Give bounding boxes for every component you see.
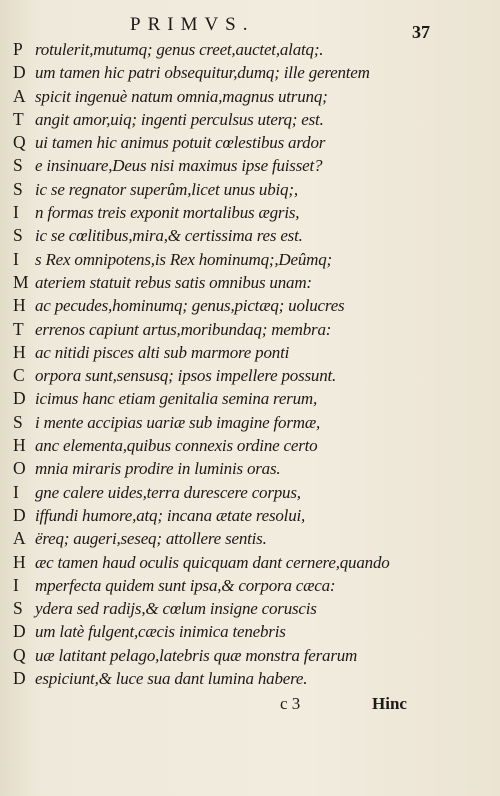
verse-initial: S bbox=[13, 411, 23, 432]
verse-initial: S bbox=[13, 178, 23, 199]
verse-text: ic se regnator superûm,licet unus ubiq;, bbox=[35, 179, 298, 199]
verse-initial: T bbox=[13, 108, 24, 129]
verse-initial: D bbox=[13, 504, 26, 525]
verse-initial: D bbox=[13, 668, 26, 689]
verse-text: n formas treis exponit mortalibus ægris, bbox=[35, 203, 300, 223]
verse-text: ic se cœlitibus,mira,& certissima res est. bbox=[35, 226, 303, 246]
verse-initial: D bbox=[13, 62, 26, 83]
verse-text: um latè fulgent,cæcis inimica tenebris bbox=[35, 622, 286, 642]
verse-text: icimus hanc etiam genitalia semina rerum, bbox=[35, 389, 318, 409]
signature-mark: c 3 bbox=[280, 694, 301, 713]
verse-text: angit amor,uiq; ingenti perculsus uterq; est. bbox=[35, 109, 324, 129]
verse-line bbox=[13, 85, 493, 108]
verse-line bbox=[13, 644, 493, 667]
running-head-title: PRIMVS. bbox=[130, 14, 255, 35]
verse-line bbox=[13, 224, 493, 247]
verse-initial: C bbox=[13, 365, 25, 386]
verse-line bbox=[13, 457, 493, 480]
verse-line bbox=[13, 201, 493, 224]
verse-text: gne calere uides,terra durescere corpus, bbox=[35, 482, 301, 502]
verse-initial: D bbox=[13, 621, 26, 642]
verse-line bbox=[13, 178, 493, 201]
verse-line bbox=[13, 481, 493, 504]
verse-line bbox=[13, 294, 493, 317]
verse-block bbox=[13, 38, 493, 690]
verse-initial: A bbox=[13, 528, 26, 549]
verse-line bbox=[13, 574, 493, 597]
verse-line bbox=[13, 387, 493, 410]
verse-initial: I bbox=[13, 202, 19, 223]
verse-text: ac nitidi pisces alti sub marmore ponti bbox=[35, 342, 290, 362]
verse-line bbox=[13, 318, 493, 341]
verse-initial: H bbox=[13, 435, 26, 456]
verse-initial: I bbox=[13, 481, 19, 502]
verse-line bbox=[13, 504, 493, 527]
verse-line bbox=[13, 411, 493, 434]
verse-text: um tamen hic patri obsequitur,dumq; ille gerentem bbox=[35, 63, 370, 83]
verse-text: ëreq; augeri,seseq; attollere sentis. bbox=[35, 529, 267, 549]
verse-text: mnia miraris prodire in luminis oras. bbox=[35, 459, 281, 479]
page-number: 37 bbox=[412, 22, 430, 42]
verse-line bbox=[13, 248, 493, 271]
verse-line bbox=[13, 434, 493, 457]
verse-line bbox=[13, 154, 493, 177]
verse-line bbox=[13, 597, 493, 620]
running-head bbox=[0, 14, 500, 42]
verse-initial: A bbox=[13, 85, 26, 106]
verse-line bbox=[13, 667, 493, 690]
verse-initial: Q bbox=[13, 132, 26, 153]
verse-line bbox=[13, 364, 493, 387]
verse-initial: P bbox=[13, 39, 23, 59]
catchword: Hinc bbox=[372, 694, 407, 713]
verse-initial: D bbox=[13, 388, 26, 409]
verse-text: e insinuare,Deus nisi maximus ipse fuisset? bbox=[35, 156, 323, 176]
verse-text: uæ latitant pelago,latebris quæ monstra ferarum bbox=[35, 645, 358, 665]
verse-initial: I bbox=[13, 574, 19, 595]
verse-text: ydera sed radijs,& cœlum insigne coruscis bbox=[35, 599, 317, 619]
verse-text: s Rex omnipotens,is Rex hominumq;,Deûmq; bbox=[35, 249, 332, 269]
verse-initial: O bbox=[13, 458, 26, 479]
verse-line bbox=[13, 341, 493, 364]
verse-text: mperfecta quidem sunt ipsa,& corpora cæca: bbox=[35, 575, 336, 595]
verse-text: rotulerit,mutumq; genus creet,auctet,alatq;. bbox=[35, 40, 324, 59]
verse-initial: S bbox=[13, 598, 23, 619]
verse-text: ateriem statuit rebus satis omnibus unam: bbox=[35, 272, 312, 292]
verse-initial: T bbox=[13, 318, 24, 339]
verse-text: orpora sunt,sensusq; ipsos impellere possunt. bbox=[35, 366, 337, 386]
page-footer bbox=[0, 694, 500, 718]
verse-initial: H bbox=[13, 341, 26, 362]
verse-text: i mente accipias uariæ sub imagine formæ, bbox=[35, 412, 321, 432]
verse-text: espiciunt,& luce sua dant lumina habere. bbox=[35, 669, 308, 689]
verse-line bbox=[13, 131, 493, 154]
verse-text: ui tamen hic animus potuit cœlestibus ardor bbox=[35, 133, 326, 153]
verse-text: anc elementa,quibus connexis ordine certo bbox=[35, 436, 318, 456]
verse-text: iffundi humore,atq; incana ætate resolui, bbox=[35, 505, 306, 525]
verse-initial: I bbox=[13, 248, 19, 269]
verse-line bbox=[13, 620, 493, 643]
verse-initial: H bbox=[13, 551, 26, 572]
verse-text: spicit ingenuè natum omnia,magnus utrunq; bbox=[35, 86, 328, 106]
verse-line bbox=[13, 108, 493, 131]
verse-initial: H bbox=[13, 295, 26, 316]
verse-line bbox=[13, 527, 493, 550]
verse-line bbox=[13, 271, 493, 294]
verse-initial: S bbox=[13, 155, 23, 176]
verse-initial: Q bbox=[13, 644, 26, 665]
verse-line bbox=[13, 551, 493, 574]
verse-initial: M bbox=[13, 271, 29, 292]
verse-line bbox=[13, 38, 493, 61]
verse-text: æc tamen haud oculis quicquam dant cernere,quando bbox=[35, 552, 390, 572]
verse-text: ac pecudes,hominumq; genus,pictæq; uolucres bbox=[35, 296, 345, 316]
verse-text: errenos capiunt artus,moribundaq; membra: bbox=[35, 319, 332, 339]
verse-initial: S bbox=[13, 225, 23, 246]
verse-line bbox=[13, 61, 493, 84]
